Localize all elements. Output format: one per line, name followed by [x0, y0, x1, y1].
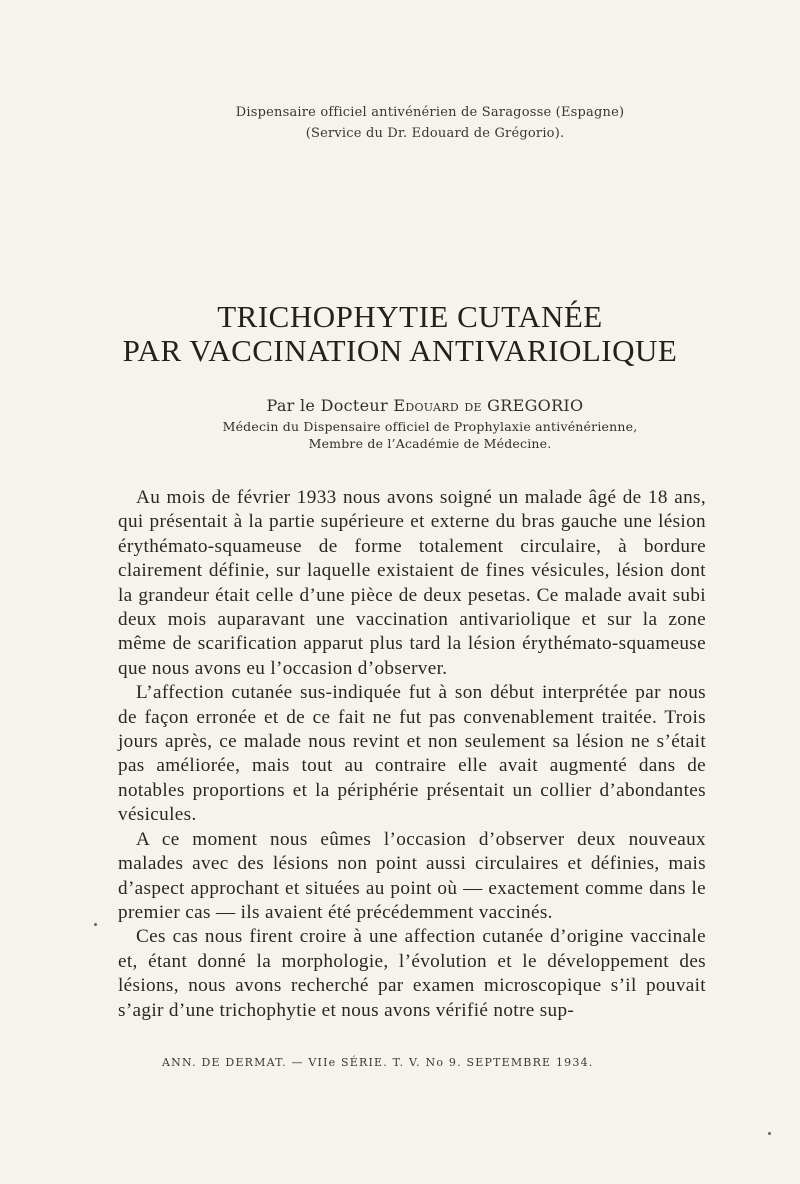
author-name: Edouard de [393, 396, 482, 415]
paragraph-4: Ces cas nous firent croire à une affection cutanée d’origine vaccinale et, étant donné la morphologie, l’évolution et le développement des lésions, nous avons recherché par examen microscopique s’il pouvait s’agir d’une trichophytie et nous avons vérifié notre sup- [118, 926, 706, 1021]
paragraph-1: Au mois de février 1933 nous avons soigné un malade âgé de 18 ans, qui présentait à la partie supérieure et externe du bras gauche une lésion érythémato-squameuse de forme totalement circulaire, à bordure clairement définie, sur laquelle existaient de fines vésicules, lésion dont la grandeur était celle d’une pièce de deux pesetas. Ce malade avait subi deux mois auparavant une vaccination antivariolique et sur la zone même de scarification apparut plus tard la lésion érythémato-squameuse que nous avons eu l’occasion d’observer. [118, 487, 706, 679]
paragraph-2: L’affection cutanée sus-indiquée fut à son début interprétée par nous de façon erronée et de ce fait ne fut pas convenablement traitée. Trois jours après, ce malade nous revint et non seulement sa lésion ne s’était pas améliorée, mais tout au contraire elle avait augmenté dans de notables proportions et la périphérie présentait un collier d’abondantes vésicules. [118, 682, 706, 826]
paper-speck [94, 923, 97, 926]
article-body [118, 486, 706, 1023]
author-byline [0, 394, 800, 452]
paragraph-3: A ce moment nous eûmes l’occasion d’observer deux nouveaux malades avec des lésions non point aussi circulaires et définies, mais d’aspect approchant et situées au point où — exactement comme dans le premier cas — ils avaient été précédemment vaccinés. [118, 828, 706, 923]
author-role-2: Membre de l’Académie de Médecine. [308, 436, 552, 451]
institution-header [0, 102, 800, 144]
title-line-2: PAR VACCINATION ANTIVARIOLIQUE [122, 333, 678, 368]
author-role-1: Médecin du Dispensaire officiel de Prophylaxie antivénérienne, [222, 419, 638, 434]
institution-line: Dispensaire officiel antivénérien de Saragosse (Espagne) [235, 105, 625, 120]
service-line: (Service du Dr. Edouard de Grégorio). [305, 126, 565, 141]
author-line [0, 394, 800, 418]
author-prefix: Par le Docteur [266, 396, 394, 415]
title-line-1: TRICHOPHYTIE CUTANÉE [217, 299, 603, 334]
paper-speck [768, 1132, 771, 1135]
journal-footer: ANN. DE DERMAT. — VIIe SÉRIE. T. V. No 9. SEPTEMBRE 1934. [162, 1056, 594, 1069]
article-title [0, 300, 800, 368]
author-surname: GREGORIO [481, 396, 584, 415]
